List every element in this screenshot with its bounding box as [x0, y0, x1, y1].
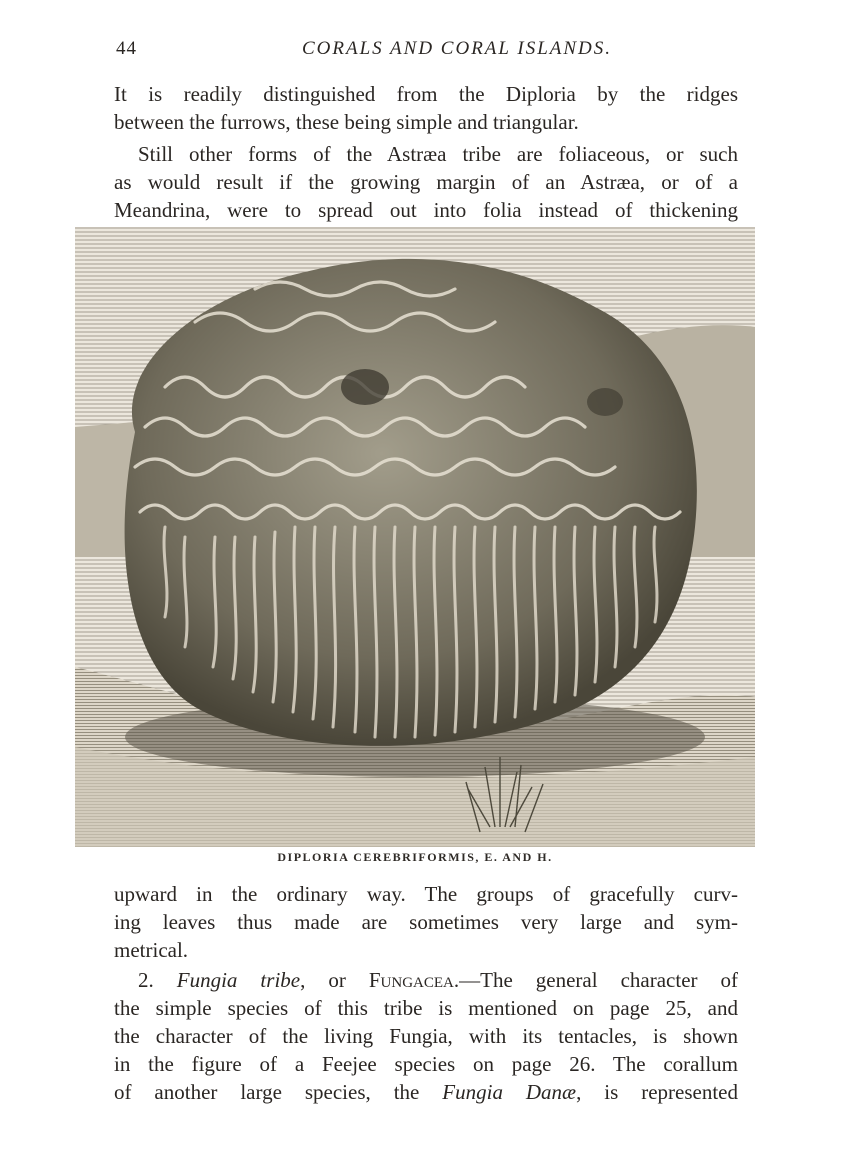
paragraph-diploria-distinction	[114, 80, 738, 136]
text-line: the character of the living Fungia, with its tentacles, is shown	[114, 1024, 738, 1048]
text-line: metrical.	[114, 938, 189, 962]
text-line: as would result if the growing margin of an Astræa, or of a	[114, 170, 738, 194]
section-number: 2.	[138, 968, 154, 992]
text-fragment: of another large species, the	[114, 1080, 443, 1104]
text-fragment: , is represented	[576, 1080, 738, 1104]
coral-engraving-figure	[75, 227, 755, 847]
text-line: upward in the ordinary way. The groups of gracefully curv-	[114, 882, 738, 906]
text-fragment: .—The general character of	[453, 968, 739, 992]
text-line	[114, 1078, 738, 1106]
text-line: It is readily distinguished from the Diploria by the ridges	[114, 82, 738, 106]
running-head	[112, 38, 742, 68]
text-line: ing leaves thus made are sometimes very large and sym-	[114, 910, 738, 934]
paragraph-curving-leaves	[114, 880, 738, 964]
text-line: Still other forms of the Astræa tribe are foliaceous, or such	[138, 142, 738, 166]
brain-coral-illustration	[75, 227, 755, 847]
text-fragment: , or	[300, 968, 369, 992]
text-line: in the figure of a Feejee species on page 26. The corallum	[114, 1052, 738, 1076]
figure-caption: DIPLORIA CEREBRIFORMIS, E. AND H.	[277, 850, 553, 864]
page-number: 44	[116, 38, 137, 59]
species-name: Fungia Danæ	[442, 1080, 577, 1104]
text-line	[114, 966, 738, 994]
family-name: Fungacea	[368, 968, 454, 992]
text-line: between the furrows, these being simple and triangular.	[114, 110, 579, 134]
paragraph-fungia-tribe	[114, 966, 738, 1106]
text-line: Meandrina, were to spread out into folia instead of thickening	[114, 198, 738, 222]
tribe-name: Fungia tribe	[176, 968, 301, 992]
running-title: CORALS AND CORAL ISLANDS.	[301, 38, 613, 59]
text-line: the simple species of this tribe is mentioned on page 25, and	[114, 996, 738, 1020]
paragraph-astraea-foliaceous	[114, 140, 738, 224]
